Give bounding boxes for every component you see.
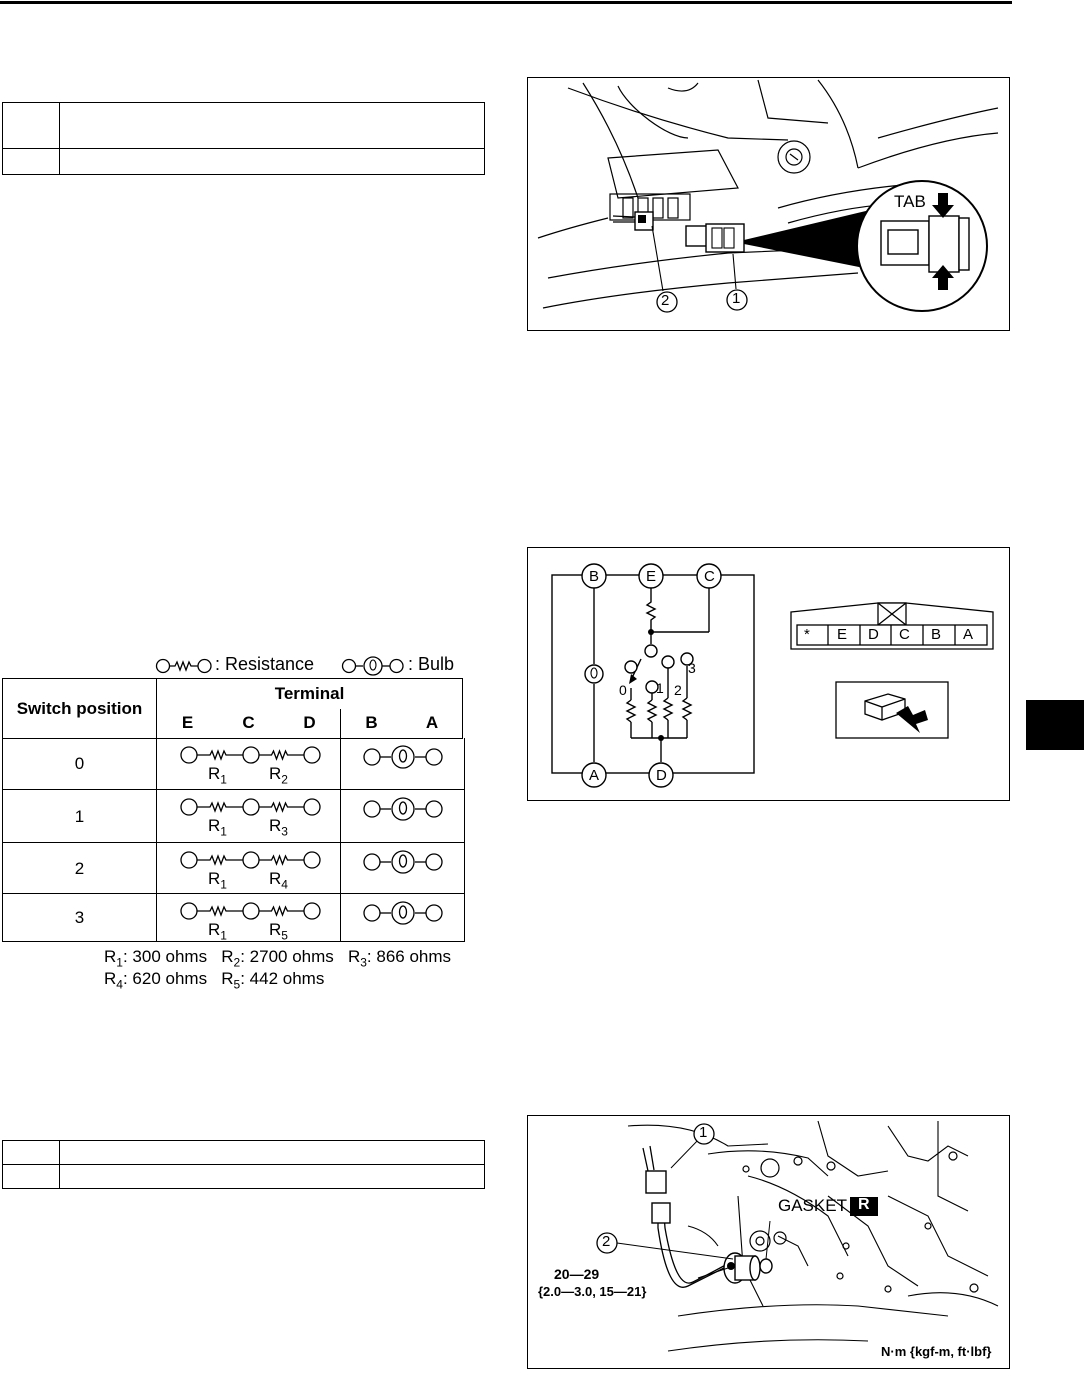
- continuity-symbols: [3, 894, 464, 942]
- resistor-label-left-sub: 1: [220, 877, 227, 892]
- resistor-label-right-letter: R: [269, 764, 282, 783]
- terminal-b-header: B: [341, 709, 403, 739]
- connector-pin-label: C: [899, 626, 910, 643]
- switch-table-row: [3, 893, 464, 942]
- resistor-label-left-letter: R: [208, 869, 221, 888]
- terminal-label: D: [656, 767, 667, 784]
- connector-pin-label: B: [931, 626, 942, 643]
- torque-line2: {2.0—3.0, 15—21}: [538, 1284, 647, 1299]
- terminal-circle: [426, 801, 442, 817]
- terminal-circle: [304, 747, 320, 763]
- gasket-badge: R: [858, 1196, 870, 1213]
- resistor-label-left-sub: 1: [220, 772, 227, 787]
- figure-switch-removal: [527, 77, 1010, 331]
- switch-table-row: [3, 738, 464, 789]
- bulb-legend-label: : Bulb: [408, 654, 455, 674]
- r1-value: : 300 ohms: [122, 947, 208, 966]
- switch-1-shape: [686, 224, 744, 252]
- resistor-label-right: [269, 869, 288, 891]
- circuit-diagram: [528, 548, 1009, 800]
- switch-position-cell: 0: [3, 738, 157, 789]
- terminal-a-header: A: [402, 709, 463, 739]
- terminal-circle: [426, 749, 442, 765]
- view-direction-box: [836, 682, 948, 738]
- connector-lower: [652, 1203, 670, 1223]
- switch-position-cell: 1: [3, 790, 157, 843]
- resistor-label-left: [208, 764, 227, 786]
- resistor-label-left-letter: R: [208, 764, 221, 783]
- torque-line1: 20—29: [554, 1266, 600, 1282]
- figure-switch-install: [527, 1115, 1010, 1369]
- switch-continuity-table: [2, 678, 463, 739]
- r4-sub: 4: [116, 977, 123, 992]
- terminal-label: C: [704, 568, 715, 585]
- resistance-legend-label: : Resistance: [215, 654, 315, 674]
- r2-value: : 2700 ohms: [240, 947, 334, 966]
- bulb-filament: [400, 750, 407, 762]
- r5-sub: 5: [233, 977, 241, 992]
- r5-value: : 442 ohms: [240, 969, 325, 988]
- resistor-line: [259, 907, 304, 915]
- terminal-circle: [181, 903, 197, 919]
- table-cell: [3, 103, 60, 149]
- switch-position-label: 1: [656, 680, 664, 696]
- callout-1-label: 1: [732, 290, 741, 307]
- table-cell: [3, 1141, 60, 1165]
- figure-switch-circuit: [527, 547, 1010, 801]
- terminal-circle: [304, 799, 320, 815]
- resistor-label-left-sub: 1: [220, 928, 227, 943]
- terminal-label: A: [589, 767, 600, 784]
- symbol-legend: [155, 654, 465, 678]
- resistor-line: [259, 856, 304, 864]
- connector-pin-label: E: [837, 626, 848, 643]
- terminal-d-header: D: [279, 709, 341, 739]
- terminal-circle: [304, 903, 320, 919]
- resistor-label-right-sub: 5: [281, 928, 288, 943]
- bulb-circle: [392, 798, 414, 820]
- r5-label: R: [221, 969, 234, 988]
- switch-position-label: 2: [674, 682, 682, 698]
- terminal-circle: [243, 852, 259, 868]
- switch-table-row: [3, 842, 464, 894]
- bulb-circle: [392, 746, 414, 768]
- terminal-circle: [364, 801, 380, 817]
- resistor-label-right-sub: 4: [281, 877, 288, 892]
- switch-table-body: [2, 738, 465, 942]
- terminal-circle: [243, 903, 259, 919]
- terminal-circle: [181, 852, 197, 868]
- table-cell: [60, 1165, 485, 1189]
- continuity-symbols: [3, 843, 464, 894]
- switch-position-label: 3: [688, 660, 696, 676]
- terminal-circle: [364, 854, 380, 870]
- bulb-circle: [392, 851, 414, 873]
- bulb-filament: [400, 906, 407, 918]
- header-rule: [0, 1, 1012, 4]
- step-table-bottom: [2, 1140, 485, 1189]
- switch-position-header: Switch position: [3, 679, 157, 739]
- resistor-label-right: [269, 816, 288, 838]
- resistance-values-line2: [104, 968, 324, 995]
- switch-position-label: 0: [619, 682, 627, 698]
- engine-illustration: [528, 1116, 1009, 1368]
- resistance-symbol-icon: [155, 656, 213, 676]
- resistor-label-right: [269, 764, 288, 786]
- connector-pin-label: A: [963, 626, 974, 643]
- connector-pin-label: D: [868, 626, 879, 643]
- resistor-line: [259, 751, 304, 759]
- table-cell: [60, 149, 485, 175]
- r3-value: : 866 ohms: [366, 947, 452, 966]
- resistor-label-left: [208, 816, 227, 838]
- bulb-symbol-icon: [341, 655, 405, 677]
- section-tab: [1026, 700, 1084, 750]
- continuity-symbols: [3, 790, 464, 843]
- r2-sub: 2: [233, 955, 241, 970]
- callout-2-label: 2: [661, 292, 670, 309]
- terminal-circle: [243, 799, 259, 815]
- terminal-e-header: E: [157, 709, 219, 739]
- continuity-symbols: [3, 738, 464, 789]
- resistor-label-right-letter: R: [269, 920, 282, 939]
- resistor-line: [197, 856, 243, 864]
- r4-value: : 620 ohms: [122, 969, 208, 988]
- switch-position-cell: 3: [3, 894, 157, 942]
- resistor-label-right-sub: 3: [281, 824, 288, 839]
- terminal-circle: [364, 749, 380, 765]
- switch-position-cell: 2: [3, 843, 157, 894]
- bulb-filament: [400, 802, 407, 814]
- resistor-label-right: [269, 920, 288, 942]
- resistor-label-left-sub: 1: [220, 824, 227, 839]
- resistor-line: [197, 803, 243, 811]
- terminal-label: B: [589, 568, 600, 585]
- resistor-label-left-letter: R: [208, 920, 221, 939]
- step-table-top: [2, 102, 485, 175]
- resistor-label-right-letter: R: [269, 816, 282, 835]
- connector-upper: [646, 1171, 666, 1193]
- table-cell: [60, 103, 485, 149]
- table-cell: [3, 1165, 60, 1189]
- r3-sub: 3: [360, 955, 367, 970]
- resistor-label-right-letter: R: [269, 869, 282, 888]
- tab-detail: [881, 216, 969, 272]
- terminal-circle: [426, 905, 442, 921]
- table-cell: [60, 1141, 485, 1165]
- resistor-line: [197, 907, 243, 915]
- r2-label: R: [221, 947, 234, 966]
- terminal-circle: [426, 854, 442, 870]
- r4-label: R: [104, 969, 117, 988]
- r3-label: R: [347, 947, 361, 966]
- switch-table-row: [3, 789, 464, 843]
- resistor-label-right-sub: 2: [281, 772, 288, 787]
- terminal-c-header: C: [218, 709, 279, 739]
- resistor-line: [259, 803, 304, 811]
- gasket-label: GASKET: [778, 1196, 847, 1215]
- dashboard-illustration: [528, 78, 1009, 330]
- resistor-label-left-letter: R: [208, 816, 221, 835]
- table-cell: [3, 149, 60, 175]
- terminal-circle: [181, 799, 197, 815]
- resistor-label-left: [208, 869, 227, 891]
- resistor-line: [197, 751, 243, 759]
- unit-label: N·m {kgf-m, ft·lbf}: [881, 1344, 992, 1359]
- bulb-filament: [400, 855, 407, 867]
- terminal-header: Terminal: [157, 679, 463, 709]
- terminal-label: E: [646, 568, 657, 585]
- callout-1-label: 1: [699, 1124, 708, 1141]
- terminal-circle: [243, 747, 259, 763]
- resistor-label-left: [208, 920, 227, 942]
- terminal-circle: [181, 747, 197, 763]
- callout-2-label: 2: [602, 1233, 611, 1250]
- tab-label: TAB: [894, 192, 926, 211]
- r1-label: R: [104, 947, 117, 966]
- bulb-circle: [392, 902, 414, 924]
- r1-sub: 1: [116, 955, 123, 970]
- connector-pin-label: *: [804, 626, 810, 643]
- terminal-circle: [304, 852, 320, 868]
- terminal-circle: [364, 905, 380, 921]
